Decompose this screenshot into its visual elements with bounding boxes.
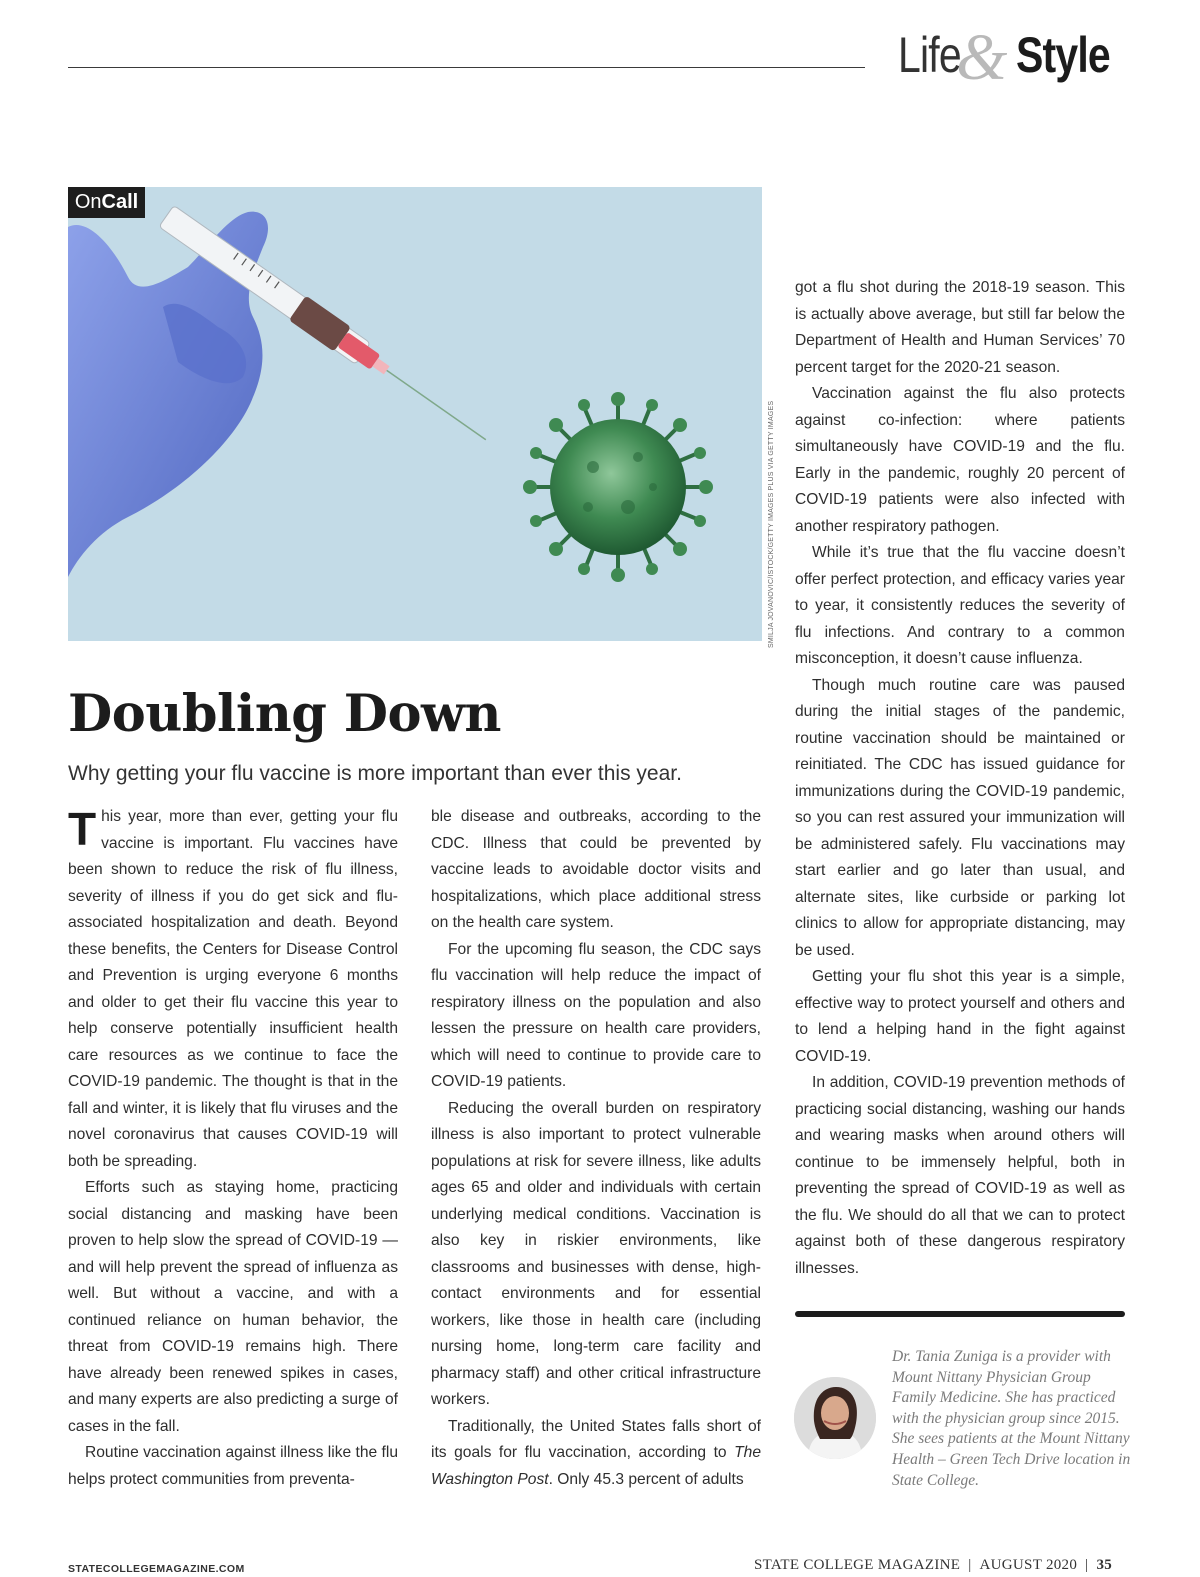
hero-image: [68, 187, 762, 641]
author-bio: Dr. Tania Zuniga is a provider with Mount Nittany Physician Group Family Medicine. She has practiced with the physician group since 2015. She sees patients at the Mount Nittany Health – Green Tech Drive location in State College.: [892, 1348, 1131, 1489]
paragraph: Though much routine care was paused during the initial stages of the pandemic, routine vaccination should be maintained or reinitiated. The CDC has issued guidance for immunizations during the COVID-19 pandemic, so you can rest assured your immunization will be administered safely. Flu vaccinations may start earlier and go later than usual, and alternate sites, like curbside or parking lot clinics to allow for appropriate distancing, may be used.: [795, 676, 1125, 959]
footer-folio: STATE COLLEGE MAGAZINE | AUGUST 2020 | 35: [754, 1557, 1113, 1573]
article-column-2: [431, 804, 761, 1493]
oncall-badge: [68, 187, 145, 218]
article-column-1: [68, 804, 398, 1493]
virus-particle: [523, 392, 713, 582]
article-headline: Doubling Down: [68, 684, 501, 744]
section-title-ampersand: &: [956, 21, 1008, 94]
section-title: [898, 18, 1138, 94]
paragraph: ble disease and outbreaks, according to the CDC. Illness that could be prevented by vaccine leads to avoidable doctor visits and hospitalizations, which place additional stress on the health care system.: [431, 808, 761, 931]
paragraph: In addition, COVID-19 prevention methods of practicing social distancing, washing our hands and wearing masks when around others will continue to be immensely helpful, both in preventing the spread of COVID-19 as well as the flu. We should do all that we can to protect against both of these dangerous respiratory illnesses.: [795, 1074, 1125, 1277]
photo-credit: [756, 400, 775, 650]
photo-credit-text: SMILJA JOVANOVIC/ISTOCK/GETTY IMAGES PLUS VIA GETTY IMAGES: [768, 400, 775, 648]
author-portrait: [794, 1377, 876, 1459]
article-column-3: [795, 275, 1125, 1282]
footer-issue: AUGUST 2020: [979, 1557, 1078, 1573]
paragraph: Reducing the overall burden on respiratory illness is also important to protect vulnerable populations at risk for severe illness, like adults ages 65 and older and individuals with certain underlying medical conditions. Vaccination is also key in riskier environments, like classrooms and businesses with dense, high-contact environments and for essential workers, like those in health care (including nursing home, long-term care facility and pharmacy staff) and other critical infrastructure workers.: [431, 1099, 761, 1408]
footer-magazine: STATE COLLEGE MAGAZINE: [754, 1557, 961, 1573]
syringe-virus-illustration: [68, 187, 762, 641]
section-title-style: Style: [1016, 27, 1110, 83]
paragraph: While it’s true that the flu vaccine doesn’t offer perfect protection, and efficacy varies year to year, it consistently reduces the severity of flu infections. And contrary to a common misconception, it doesn’t cause influenza.: [795, 544, 1125, 667]
drop-cap: T: [68, 803, 97, 855]
paragraph: Vaccination against the flu also protects against co-infection: where patients simultaneously have COVID-19 and the flu. Early in the pandemic, roughly 20 percent of COVID-19 patients were also infected with another respiratory pathogen.: [795, 385, 1125, 535]
section-title-life: Life: [898, 27, 961, 83]
paragraph: Routine vaccination against illness like the flu helps protect communities from preventa-: [68, 1444, 398, 1488]
paragraph: For the upcoming flu season, the CDC says flu vaccination will help reduce the impact of respiratory illness on the population and also lessen the pressure on health care providers, which will need to continue to provide care to COVID-19 patients.: [431, 940, 761, 1090]
publication-name: The Washington Post: [431, 1444, 761, 1488]
paragraph: got a flu shot during the 2018-19 season. This is actually above average, but still far below the Department of Health and Human Services’ 70 percent target for the 2020-21 season.: [795, 279, 1125, 376]
author-avatar: [794, 1377, 876, 1459]
paragraph: [431, 1414, 761, 1494]
oncall-badge-on: On: [74, 191, 102, 213]
footer-website: STATECOLLEGEMAGAZINE.COM: [68, 1563, 245, 1575]
paragraph: [68, 804, 398, 1175]
header-rule: [68, 67, 865, 68]
page-number: 35: [1096, 1557, 1113, 1573]
paragraph-text: . Only 45.3 percent of adults: [548, 1470, 744, 1488]
paragraph-text: Traditionally, the United States falls short of its goals for flu vaccination, according to: [431, 1417, 761, 1461]
bio-divider: [795, 1311, 1125, 1317]
paragraph: Efforts such as staying home, practicing social distancing and masking have been proven to help slow the spread of COVID-19 — and will help prevent the spread of influenza as well. But without a vaccine, and with a continued reliance on human behavior, the threat from COVID-19 remains high. There have already been renewed spikes in cases, and many experts are also predicting a surge of cases in the fall.: [68, 1179, 398, 1435]
paragraph-text: his year, more than ever, getting your flu vaccine is important. Flu vaccines have been shown to reduce the risk of flu illness, severity of illness if you do get sick and flu-associated hospitalization and death. Beyond these benefits, the Centers for Disease Control and Prevention is urging everyone 6 months and older to get their flu vaccine this year to help conserve potentially insufficient health care resources as we continue to face the COVID-19 pandemic. The thought is that in the fall and winter, it is likely that flu viruses and the novel coronavirus that causes COVID-19 will both be spreading.: [68, 808, 398, 1170]
oncall-badge-call: Call: [101, 191, 139, 213]
article-dek: Why getting your flu vaccine is more important than ever this year.: [68, 762, 682, 785]
paragraph: Getting your flu shot this year is a simple, effective way to protect yourself and others and to lend a helping hand in the fight against COVID-19.: [795, 968, 1125, 1065]
